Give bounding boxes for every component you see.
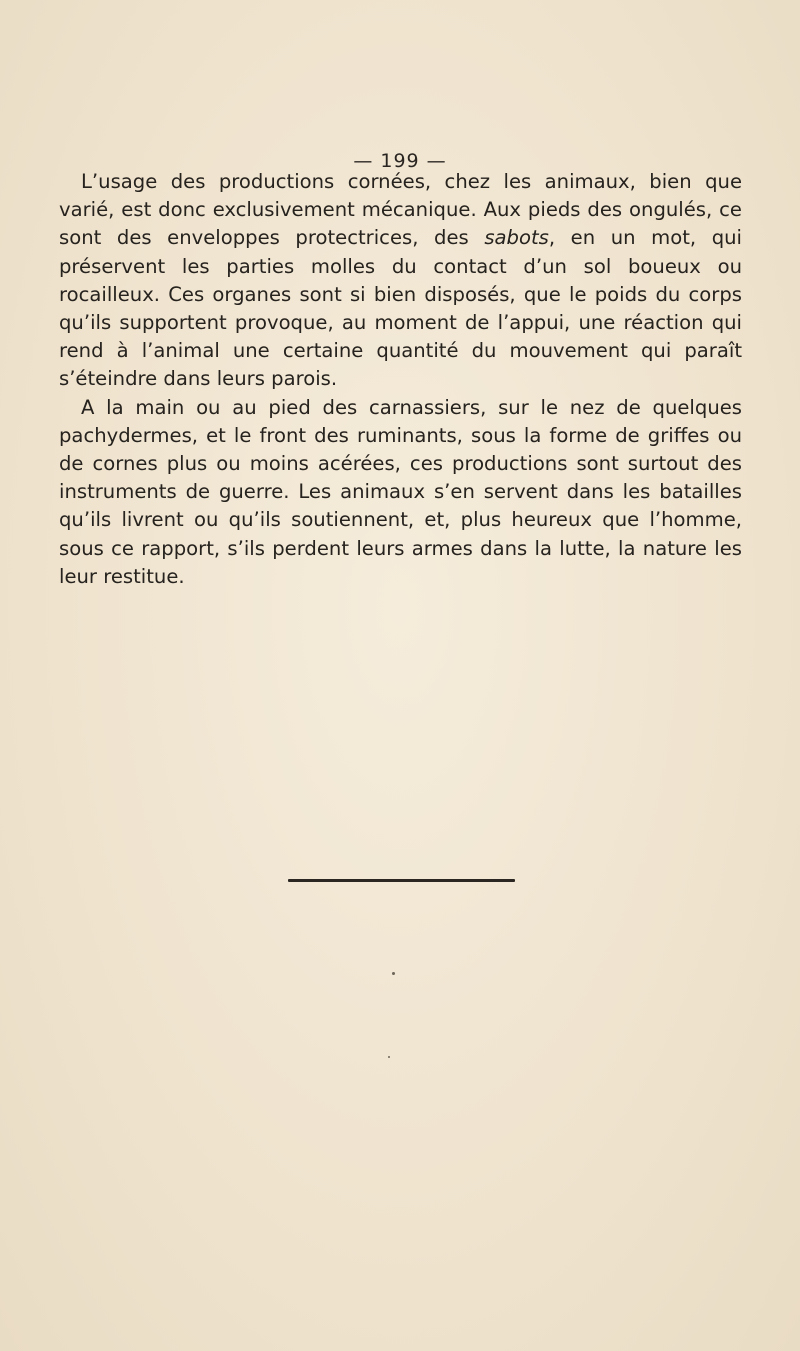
paragraph-2-text: A la main ou au pied des carnassiers, sur le nez de quelques pachydermes, et le front des ruminants, sous la forme de griffes ou de cornes plus ou moins acérées, ces productions sont surtout des instruments de guerre. Les animaux s’en servent dans les batailles qu’ils livrent ou qu’ils soutiennent, et, plus heureux que l’homme, sous ce rapport, s’ils perdent leurs armes dans la lutte, la nature les leur restitue. <box>59 395 742 588</box>
paragraph-1-text-start: L’usage des productions cornées, chez les animaux, bien que varié, est donc exclusivement mécanique. Aux pieds des ongulés, ce sont des enveloppes protectrices, des <box>59 170 742 250</box>
paragraph-1 <box>59 168 742 394</box>
paper-speck <box>388 1056 390 1058</box>
section-end-rule <box>288 879 515 882</box>
body-text <box>59 168 742 591</box>
paper-speck <box>392 972 395 975</box>
paragraph-2 <box>59 394 742 591</box>
page-number: — 199 — <box>353 150 447 172</box>
paragraph-1-text-end: , en un mot, qui préservent les parties molles du contact d’un sol boueux ou rocailleux. Ces organes sont si bien disposés, que le poids du corps qu’ils supportent provoque, au moment de l’appui, une réaction qui rend à l’animal une certaine quantité du mouvement qui paraît s’éteindre dans leurs parois. <box>59 226 742 391</box>
paragraph-1-italic-term: sabots <box>484 226 549 250</box>
